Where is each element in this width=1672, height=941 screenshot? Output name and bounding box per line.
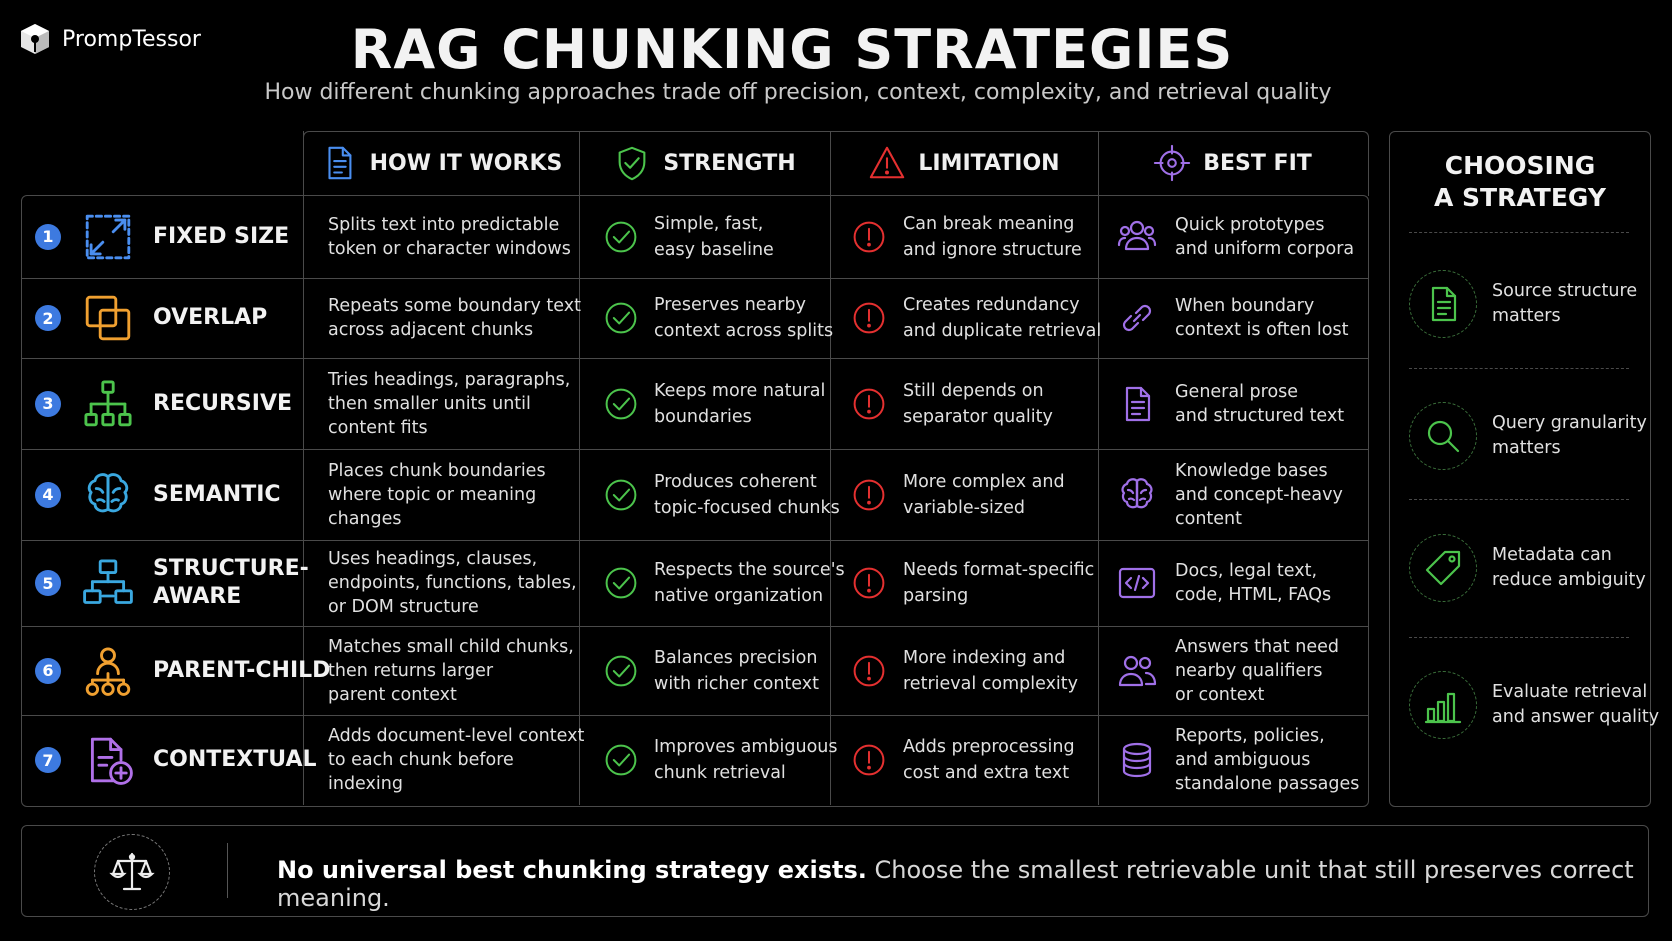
text-line: then smaller units until [328,393,531,414]
text-line: and ambiguous [1175,750,1311,770]
sidebar-item-line: Source structure [1492,281,1638,301]
text-line: topic-focused chunks [654,497,840,518]
how-text [328,547,576,619]
text-line: parsing [903,586,969,606]
parent-child-icon [82,645,134,697]
text-line: Repeats some boundary text [328,296,581,316]
choosing-strategy-title [1389,150,1651,214]
sidebar-item-line: Metadata can [1492,545,1612,565]
text-line: Adds document-level context [328,726,585,746]
footer-rest-text: Choose the smallest retrievable unit that still preserves correct meaning. [277,856,1634,912]
sidebar-item-line: Query granularity [1492,413,1647,433]
document-add-icon [82,734,134,786]
footer-bold-text: No universal best chunking strategy exists. [277,856,867,884]
check-circle-icon [603,477,639,513]
strategy-name [153,390,292,418]
check-circle-icon [603,565,639,601]
sidebar-item-text [1492,543,1646,593]
text-line: code, HTML, FAQs [1175,585,1332,605]
text-line: and structured text [1175,405,1345,426]
page-subtitle: How different chunking approaches trade off precision, context, complexity, and retrieval quality [264,80,1332,105]
limitation-text [903,211,1095,263]
brain-icon [82,469,134,521]
sidebar-item-text [1492,411,1647,461]
document-icon [1117,384,1157,424]
tag-icon [1409,534,1477,602]
strategy-name-line: RECURSIVE [153,390,293,416]
resize-arrows-icon [82,211,134,263]
row-number-badge: 2 [35,305,61,331]
how-text [328,213,576,261]
brand-name: PrompTessor [62,26,201,52]
how-text [328,724,585,796]
sidebar-item-text [1492,680,1659,730]
alert-circle-icon [851,386,887,422]
text-line: easy baseline [654,239,774,260]
text-line: Docs, legal text, [1175,561,1318,581]
footer-divider [227,843,228,898]
row-number-badge: 3 [35,391,61,417]
how-text [328,368,576,440]
row-divider [21,540,1369,541]
hierarchy-icon [82,378,134,430]
column-header-label: HOW IT WORKS [369,150,563,176]
text-line: Knowledge bases [1175,460,1328,481]
best-fit-text [1175,213,1365,261]
text-line: or DOM structure [328,597,479,617]
alert-circle-icon [851,565,887,601]
strength-text [654,469,840,521]
sidebar-divider [1409,368,1629,369]
strategy-name-line: SEMANTIC [153,481,281,507]
users-icon [1117,651,1157,691]
text-line: When boundary [1175,296,1315,316]
sidebar-item-line: and answer quality [1492,707,1660,727]
brain-icon [1117,475,1157,515]
limitation-text [903,645,1095,697]
alert-circle-icon [851,742,887,778]
text-line: and duplicate retrieval [903,321,1102,341]
strategy-name-line: PARENT-CHILD [153,657,331,683]
column-header-label: BEST FIT [1203,150,1312,176]
text-line: context is often lost [1175,320,1349,340]
column-header-label: LIMITATION [918,150,1060,176]
sitemap-icon [82,557,134,609]
column-header-1 [303,131,579,195]
users-group-icon [1117,217,1157,257]
database-icon [1117,740,1157,780]
column-divider [303,131,304,805]
alert-circle-icon [851,477,887,513]
text-line: Reports, policies, [1175,726,1325,746]
page-title: RAG CHUNKING STRATEGIES [350,18,1234,81]
strategy-name [153,481,281,509]
text-line: More complex and [903,471,1065,492]
column-divider [1098,131,1099,805]
text-line: Adds preprocessing [903,737,1075,757]
strength-text [654,557,845,609]
sidebar-divider [1409,637,1629,638]
row-number-badge: 7 [35,747,61,773]
sidebar-item-text [1492,279,1637,329]
strategy-name-line: CONTEXTUAL [153,747,317,772]
best-fit-text [1175,635,1365,707]
text-line: Preserves nearby [654,295,806,315]
row-divider [21,626,1369,627]
strategy-name-line: OVERLAP [153,305,268,330]
text-line: across adjacent chunks [328,320,534,340]
strength-text [654,292,834,344]
text-line: where topic or meaning [328,484,537,505]
overlap-squares-icon [82,292,134,344]
sidebar-item-line: matters [1492,306,1561,326]
shield-check-icon [613,144,651,182]
search-icon [1409,402,1477,470]
warning-triangle-icon [868,144,906,182]
column-header-4 [1098,131,1367,195]
strategy-name [153,223,289,251]
strength-text [654,645,829,697]
text-line: Can break meaning [903,213,1075,234]
strength-text [654,734,838,786]
check-circle-icon [603,653,639,689]
text-line: Places chunk boundaries [328,460,546,481]
limitation-text [903,292,1102,344]
limitation-text [903,378,1095,430]
text-line: indexing [328,774,403,794]
text-line: Splits text into predictable [328,214,560,235]
check-circle-icon [603,219,639,255]
text-line: Simple, fast, [654,213,764,234]
text-line: Balances precision [654,647,818,668]
sidebar-item-line: reduce ambiguity [1492,570,1646,590]
scale-icon [94,834,170,910]
text-line: More indexing and [903,647,1066,668]
text-line: to each chunk before [328,750,514,770]
sidebar-item-line: matters [1492,438,1561,458]
text-line: Keeps more natural [654,380,826,401]
text-line: context across splits [654,321,834,341]
best-fit-text [1175,459,1365,531]
text-line: Needs format-specific [903,560,1095,580]
text-line: separator quality [903,406,1053,427]
text-line: parent context [328,684,457,705]
strength-text [654,211,829,263]
sidebar-divider [1409,232,1629,233]
text-line: Respects the source's [654,560,845,580]
text-line: Produces coherent [654,471,817,492]
alert-circle-icon [851,300,887,336]
column-divider [579,131,580,805]
how-text [328,294,581,342]
check-circle-icon [603,386,639,422]
best-fit-text [1175,380,1365,428]
row-number-badge: 1 [35,224,61,250]
text-line: native organization [654,586,824,606]
text-line: Quick prototypes [1175,214,1325,235]
check-circle-icon [603,300,639,336]
strength-text [654,378,829,430]
bar-chart-icon [1409,671,1477,739]
limitation-text [903,734,1095,786]
strategy-name-line: FIXED SIZE [153,223,290,249]
text-line: Still depends on [903,380,1044,401]
strategy-name [153,746,317,774]
row-number-badge: 4 [35,482,61,508]
text-line: cost and extra text [903,763,1070,783]
document-icon [1409,270,1477,338]
row-divider [21,278,1369,279]
sidebar-divider [1409,499,1629,500]
column-header-3 [830,131,1098,195]
how-text [328,635,576,707]
limitation-text [903,469,1095,521]
strategy-name [153,304,267,332]
text-line: Matches small child chunks, [328,636,574,657]
alert-circle-icon [851,653,887,689]
text-line: and ignore structure [903,239,1082,260]
text-line: and concept-heavy [1175,484,1343,505]
text-line: or context [1175,684,1265,705]
text-line: then returns larger [328,660,494,681]
text-line: content fits [328,417,428,438]
strategy-name [153,657,330,685]
check-circle-icon [603,742,639,778]
footer-message [277,856,1672,912]
text-line: boundaries [654,406,752,427]
text-line: and uniform corpora [1175,238,1355,259]
text-line: with richer context [654,673,819,694]
text-line: standalone passages [1175,774,1360,794]
text-line: changes [328,508,402,529]
text-line: chunk retrieval [654,763,786,783]
text-line: General prose [1175,381,1299,402]
row-divider [21,715,1369,716]
text-line: Tries headings, paragraphs, [328,369,571,390]
text-line: Improves ambiguous [654,737,838,757]
sidebar-title-line: CHOOSING [1444,151,1596,180]
text-line: token or character windows [328,238,571,259]
alert-circle-icon [851,219,887,255]
row-divider [21,449,1369,450]
text-line: retrieval complexity [903,673,1079,694]
strategy-name [153,555,309,611]
text-line: endpoints, functions, tables, [328,573,577,593]
best-fit-text [1175,559,1365,607]
text-line: Creates redundancy [903,295,1080,315]
text-line: Uses headings, clauses, [328,549,538,569]
text-line: variable-sized [903,497,1025,518]
best-fit-text [1175,724,1365,796]
column-header-label: STRENGTH [663,150,796,176]
text-line: Answers that need [1175,636,1339,657]
row-divider [21,358,1369,359]
target-icon [1153,144,1191,182]
row-number-badge: 6 [35,658,61,684]
row-number-badge: 5 [35,570,61,596]
strategy-name-line: STRUCTURE- [153,556,309,581]
sidebar-item-line: Evaluate retrieval [1492,682,1648,702]
document-icon [320,144,358,182]
how-text [328,459,576,531]
code-icon [1117,563,1157,603]
column-header-2 [579,131,830,195]
strategy-name-line: AWARE [153,584,242,609]
text-line: nearby qualifiers [1175,660,1323,681]
link-icon [1117,298,1157,338]
text-line: content [1175,508,1243,529]
best-fit-text [1175,294,1365,342]
column-divider [830,131,831,805]
sidebar-title-line: A STRATEGY [1434,183,1606,212]
limitation-text [903,557,1095,609]
